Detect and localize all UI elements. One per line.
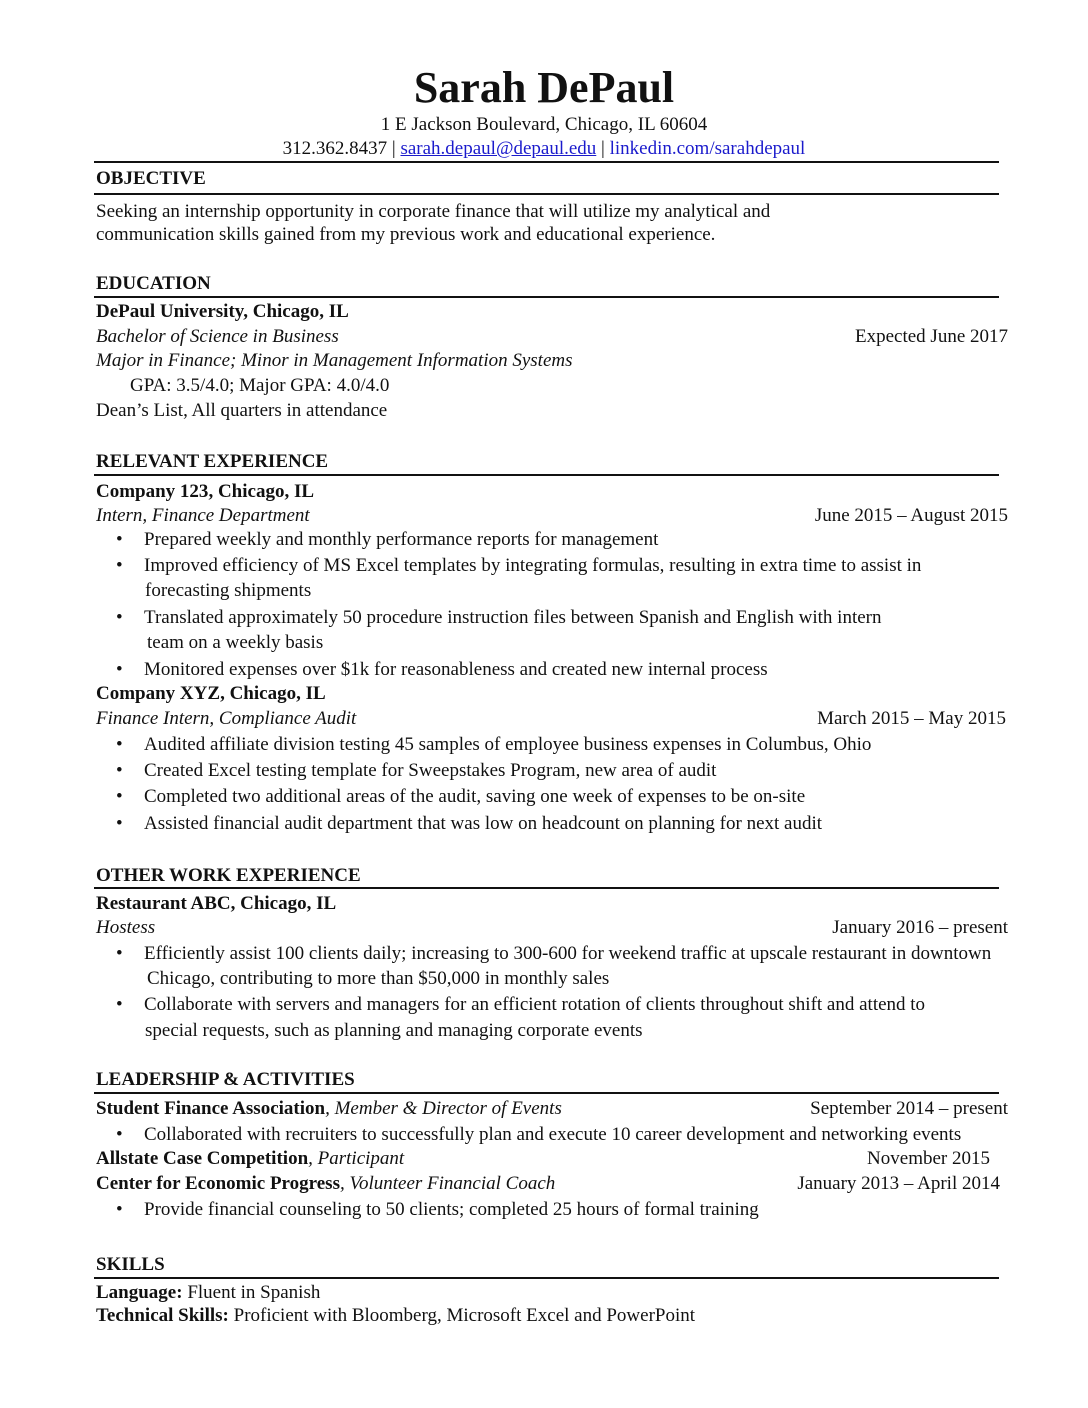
deans-list: Dean’s List, All quarters in attendance bbox=[96, 400, 388, 421]
bullet-item bbox=[116, 1123, 961, 1147]
bullet-item bbox=[116, 942, 991, 966]
job-dates: June 2015 – August 2015 bbox=[814, 505, 1008, 526]
bullet-item bbox=[116, 785, 805, 809]
bullet-icon: • bbox=[116, 1124, 123, 1145]
divider bbox=[94, 1277, 999, 1279]
bullet-icon: • bbox=[116, 994, 123, 1015]
bullet-icon: • bbox=[116, 555, 123, 576]
gpa: GPA: 3.5/4.0; Major GPA: 4.0/4.0 bbox=[130, 375, 390, 396]
bullet-continuation: forecasting shipments bbox=[145, 580, 312, 601]
activity-2 bbox=[96, 1147, 404, 1171]
bullet-icon: • bbox=[116, 734, 123, 755]
bullet-item bbox=[116, 1198, 759, 1222]
bullet-text: Collaborate with servers and managers for an efficient rotation of clients throughout shift and attend to bbox=[144, 994, 926, 1015]
candidate-name: Sarah DePaul bbox=[413, 63, 675, 112]
language-skill bbox=[96, 1281, 320, 1305]
job-dates: March 2015 – May 2015 bbox=[817, 708, 1006, 729]
bullet-text: Efficiently assist 100 clients daily; increasing to 300-600 for weekend traffic at upscale restaurant in downtown bbox=[144, 943, 992, 964]
bullet-item bbox=[116, 658, 768, 682]
bullet-item bbox=[116, 606, 882, 630]
bullet-continuation: special requests, such as planning and managing corporate events bbox=[145, 1020, 643, 1041]
bullet-text: Completed two additional areas of the audit, saving one week of expenses to be on-site bbox=[144, 786, 806, 807]
objective-heading: OBJECTIVE bbox=[96, 168, 206, 189]
separator: | bbox=[391, 138, 396, 159]
activity-3 bbox=[96, 1172, 555, 1196]
bullet-icon: • bbox=[116, 659, 123, 680]
objective-line-2: communication skills gained from my previous work and educational experience. bbox=[96, 224, 716, 245]
bullet-icon: • bbox=[116, 786, 123, 807]
bullet-icon: • bbox=[116, 813, 123, 834]
company-location: , Chicago, IL bbox=[230, 893, 337, 914]
org-role: , Volunteer Financial Coach bbox=[339, 1173, 556, 1194]
bullet-continuation: team on a weekly basis bbox=[147, 632, 324, 653]
company-name: Company XYZ bbox=[96, 683, 221, 704]
job-title: Finance Intern, Compliance Audit bbox=[96, 708, 357, 729]
bullet-icon: • bbox=[116, 1199, 123, 1220]
company-location: , Chicago, IL bbox=[220, 683, 326, 704]
skill-value: Proficient with Bloomberg, Microsoft Excel and PowerPoint bbox=[228, 1305, 696, 1326]
education-heading: EDUCATION bbox=[96, 273, 211, 294]
divider bbox=[94, 474, 999, 476]
job-2-header bbox=[96, 682, 326, 706]
job-title: Hostess bbox=[96, 917, 156, 938]
org-name: Center for Economic Progress bbox=[96, 1173, 340, 1194]
major-minor: Major in Finance; Minor in Management Information Systems bbox=[96, 350, 573, 371]
bullet-item bbox=[116, 554, 921, 578]
org-name: Allstate Case Competition bbox=[96, 1148, 309, 1169]
divider bbox=[94, 296, 999, 298]
bullet-item bbox=[116, 812, 822, 836]
bullet-text: Assisted financial audit department that was low on headcount on planning for next audit bbox=[144, 813, 823, 834]
relevant-experience-heading: RELEVANT EXPERIENCE bbox=[96, 451, 329, 472]
other-experience-heading: OTHER WORK EXPERIENCE bbox=[96, 865, 361, 886]
bullet-text: Created Excel testing template for Sweepstakes Program, new area of audit bbox=[144, 760, 717, 781]
activity-1 bbox=[96, 1097, 562, 1121]
bullet-text: Provide financial counseling to 50 clients; completed 25 hours of formal training bbox=[144, 1199, 759, 1220]
degree: Bachelor of Science in Business bbox=[96, 326, 339, 347]
objective-line-1: Seeking an internship opportunity in corporate finance that will utilize my analytical and bbox=[96, 201, 771, 222]
bullet-text: Improved efficiency of MS Excel templates by integrating formulas, resulting in extra time to assist in bbox=[144, 555, 922, 576]
bullet-icon: • bbox=[116, 760, 123, 781]
divider bbox=[94, 161, 999, 163]
bullet-icon: • bbox=[116, 607, 123, 628]
job-dates: January 2016 – present bbox=[832, 917, 1008, 938]
bullet-item bbox=[116, 733, 871, 757]
bullet-text: Translated approximately 50 procedure instruction files between Spanish and English with intern bbox=[144, 607, 882, 628]
activity-dates: January 2013 – April 2014 bbox=[797, 1173, 1000, 1194]
org-role: , Participant bbox=[308, 1148, 405, 1169]
email-link[interactable]: sarah.depaul@depaul.edu bbox=[400, 138, 597, 159]
graduation-date: Expected June 2017 bbox=[854, 326, 1008, 347]
bullet-text: Audited affiliate division testing 45 samples of employee business expenses in Columbus, Ohio bbox=[144, 734, 872, 755]
contact-line bbox=[0, 137, 1088, 161]
bullet-item bbox=[116, 759, 716, 783]
company-name: Restaurant ABC bbox=[96, 893, 231, 914]
job-1-header bbox=[96, 480, 314, 504]
skill-label: Technical Skills: bbox=[96, 1305, 229, 1326]
bullet-text: Prepared weekly and monthly performance reports for management bbox=[144, 529, 659, 550]
skills-heading: SKILLS bbox=[96, 1254, 165, 1275]
divider bbox=[94, 887, 999, 889]
activity-dates: September 2014 – present bbox=[810, 1098, 1008, 1119]
skill-value: Fluent in Spanish bbox=[182, 1282, 321, 1303]
bullet-icon: • bbox=[116, 529, 123, 550]
skill-label: Language: bbox=[96, 1282, 183, 1303]
school-name: DePaul University, Chicago, IL bbox=[96, 301, 349, 322]
divider bbox=[94, 1092, 999, 1094]
job-3-header bbox=[96, 892, 336, 916]
bullet-text: Collaborated with recruiters to successfully plan and execute 10 career development and networking events bbox=[144, 1124, 962, 1145]
org-role: , Member & Director of Events bbox=[325, 1098, 562, 1119]
company-location: , Chicago, IL bbox=[208, 481, 315, 502]
bullet-continuation: Chicago, contributing to more than $50,000 in monthly sales bbox=[147, 968, 610, 989]
leadership-heading: LEADERSHIP & ACTIVITIES bbox=[96, 1069, 355, 1090]
org-name: Student Finance Association bbox=[96, 1098, 326, 1119]
bullet-item bbox=[116, 528, 658, 552]
bullet-icon: • bbox=[116, 943, 123, 964]
divider bbox=[94, 193, 999, 195]
phone: 312.362.8437 bbox=[282, 138, 388, 159]
linkedin-link[interactable]: linkedin.com/sarahdepaul bbox=[609, 138, 806, 159]
address: 1 E Jackson Boulevard, Chicago, IL 60604 bbox=[380, 114, 708, 135]
separator: | bbox=[601, 138, 605, 159]
bullet-text: Monitored expenses over $1k for reasonableness and created new internal process bbox=[144, 659, 768, 680]
company-name: Company 123 bbox=[96, 481, 209, 502]
technical-skill bbox=[96, 1304, 695, 1328]
activity-dates: November 2015 bbox=[867, 1148, 990, 1169]
bullet-item bbox=[116, 993, 925, 1017]
job-title: Intern, Finance Department bbox=[96, 505, 310, 526]
